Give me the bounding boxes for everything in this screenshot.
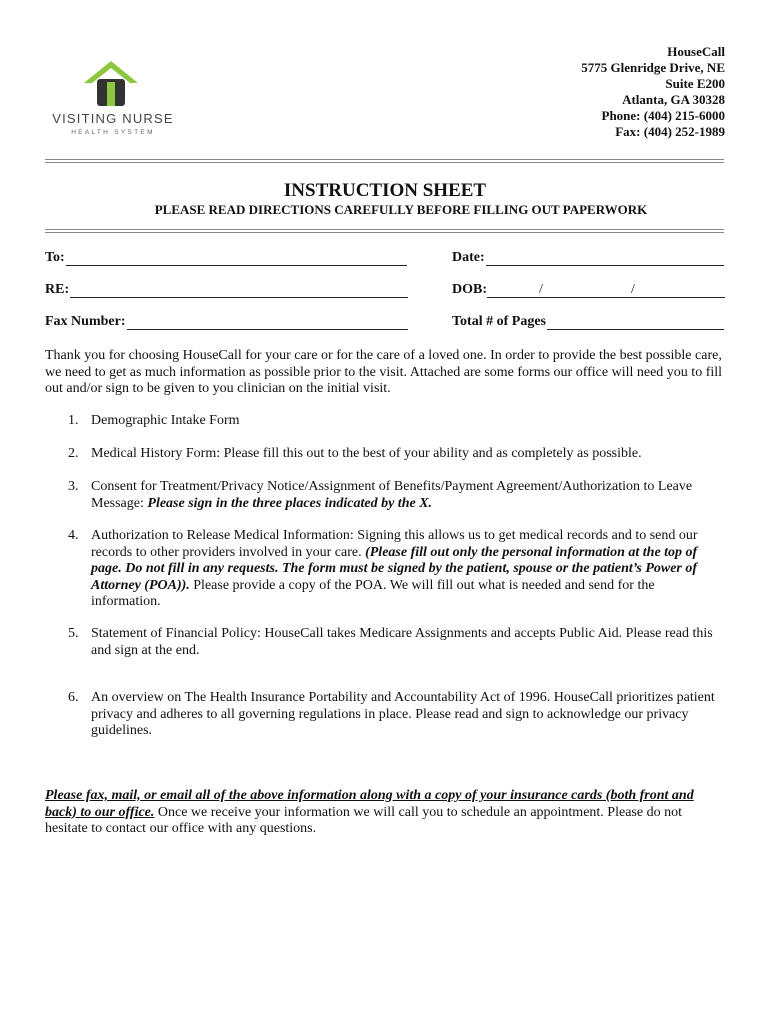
address-street: 5775 Glenridge Drive, NE xyxy=(581,60,725,75)
address-fax: Fax: (404) 252-1989 xyxy=(615,124,725,139)
closing-text: Once we receive your information we will call you to schedule an appointment. Please do not hesitate to contact our office with any questions. xyxy=(45,804,682,836)
item-number: 2. xyxy=(68,446,79,461)
to-label: To: xyxy=(45,250,65,265)
item-text: Demographic Intake Form xyxy=(91,413,240,428)
item-text: An overview on The Health Insurance Portability and Accountability Act of 1996. HouseCall prioritizes patient privacy and adheres to all governing regulations in place. Please read and sign to acknowledge our privacy guidelines. xyxy=(91,690,715,738)
header-divider xyxy=(45,159,724,160)
item-number: 6. xyxy=(68,690,79,705)
item-text: Consent for Treatment/Privacy Notice/Assignment of Benefits/Payment Agreement/Authorization to Leave Message: xyxy=(91,479,693,511)
item-text: Medical History Form: Please fill this out to the best of your ability and as completely as possible. xyxy=(91,446,642,461)
intro-paragraph: Thank you for choosing HouseCall for your care or for the care of a loved one. In order to provide the best possible care, we need to get as much information as possible prior to the visit. Attached are some forms our office will need you to fill out and/or sign to be given to you clinician on the initial visit. xyxy=(45,348,723,396)
date-label: Date: xyxy=(452,250,485,265)
total-pages-label: Total # of Pages xyxy=(452,314,546,329)
item-emphasis: Please sign in the three places indicated by the X. xyxy=(147,495,433,511)
to-input-line[interactable] xyxy=(66,251,407,266)
item-body xyxy=(91,528,725,611)
dob-separator: / xyxy=(631,282,635,297)
item-text: Authorization to Release Medical Information: Signing this allows us to get medical records and to send our records to other providers involved in your care. xyxy=(91,528,698,560)
date-field[interactable] xyxy=(452,250,724,266)
fax-number-input-line[interactable] xyxy=(127,315,408,330)
company-name: HouseCall xyxy=(667,44,725,59)
fax-number-field[interactable] xyxy=(45,314,408,330)
logo-subname: HEALTH SYSTEM xyxy=(71,129,155,136)
re-input-line[interactable] xyxy=(70,283,408,298)
item-body xyxy=(91,479,725,512)
dob-label: DOB: xyxy=(452,282,487,297)
company-address xyxy=(581,44,725,140)
re-field[interactable] xyxy=(45,282,408,298)
re-label: RE: xyxy=(45,282,70,297)
visiting-nurse-logo xyxy=(52,55,174,147)
to-field[interactable] xyxy=(45,250,407,266)
closing-emphasis: Please fax, mail, or email all of the above information along with a copy of your insurance cards (both front and back) to our office. xyxy=(45,788,694,820)
fax-number-label: Fax Number: xyxy=(45,314,126,329)
date-input-line[interactable] xyxy=(486,251,724,266)
page-subtitle: PLEASE READ DIRECTIONS CAREFULLY BEFORE FILLING OUT PAPERWORK xyxy=(154,202,648,217)
house-logo-icon xyxy=(80,61,142,111)
title-divider xyxy=(45,229,724,230)
item-text: Statement of Financial Policy: HouseCall takes Medicare Assignments and accepts Public Aid. Please read this and sign at the end. xyxy=(91,626,713,658)
total-pages-input-line[interactable] xyxy=(547,315,724,330)
dob-input-line[interactable] xyxy=(487,283,725,298)
page-title: INSTRUCTION SHEET xyxy=(283,180,487,201)
item-text-after: Please provide a copy of the POA. We will fill out what is needed and send for the information. xyxy=(91,577,655,609)
dob-separator: / xyxy=(539,282,543,297)
item-number: 1. xyxy=(68,413,79,428)
address-suite: Suite E200 xyxy=(665,76,725,91)
item-number: 4. xyxy=(68,528,79,543)
dob-field[interactable] xyxy=(452,282,725,298)
total-pages-field[interactable] xyxy=(452,314,724,330)
item-emphasis: (Please fill out only the personal information at the top of page. Do not fill in any requests. The form must be signed by the patient, spouse or the patient’s Power of Attorney (POA)). xyxy=(91,544,698,593)
closing-paragraph xyxy=(45,788,725,838)
item-number: 5. xyxy=(68,626,79,641)
logo-name: VISITING NURSE xyxy=(52,111,174,126)
item-number: 3. xyxy=(68,479,79,494)
address-phone: Phone: (404) 215-6000 xyxy=(601,108,725,123)
address-city: Atlanta, GA 30328 xyxy=(622,92,725,107)
